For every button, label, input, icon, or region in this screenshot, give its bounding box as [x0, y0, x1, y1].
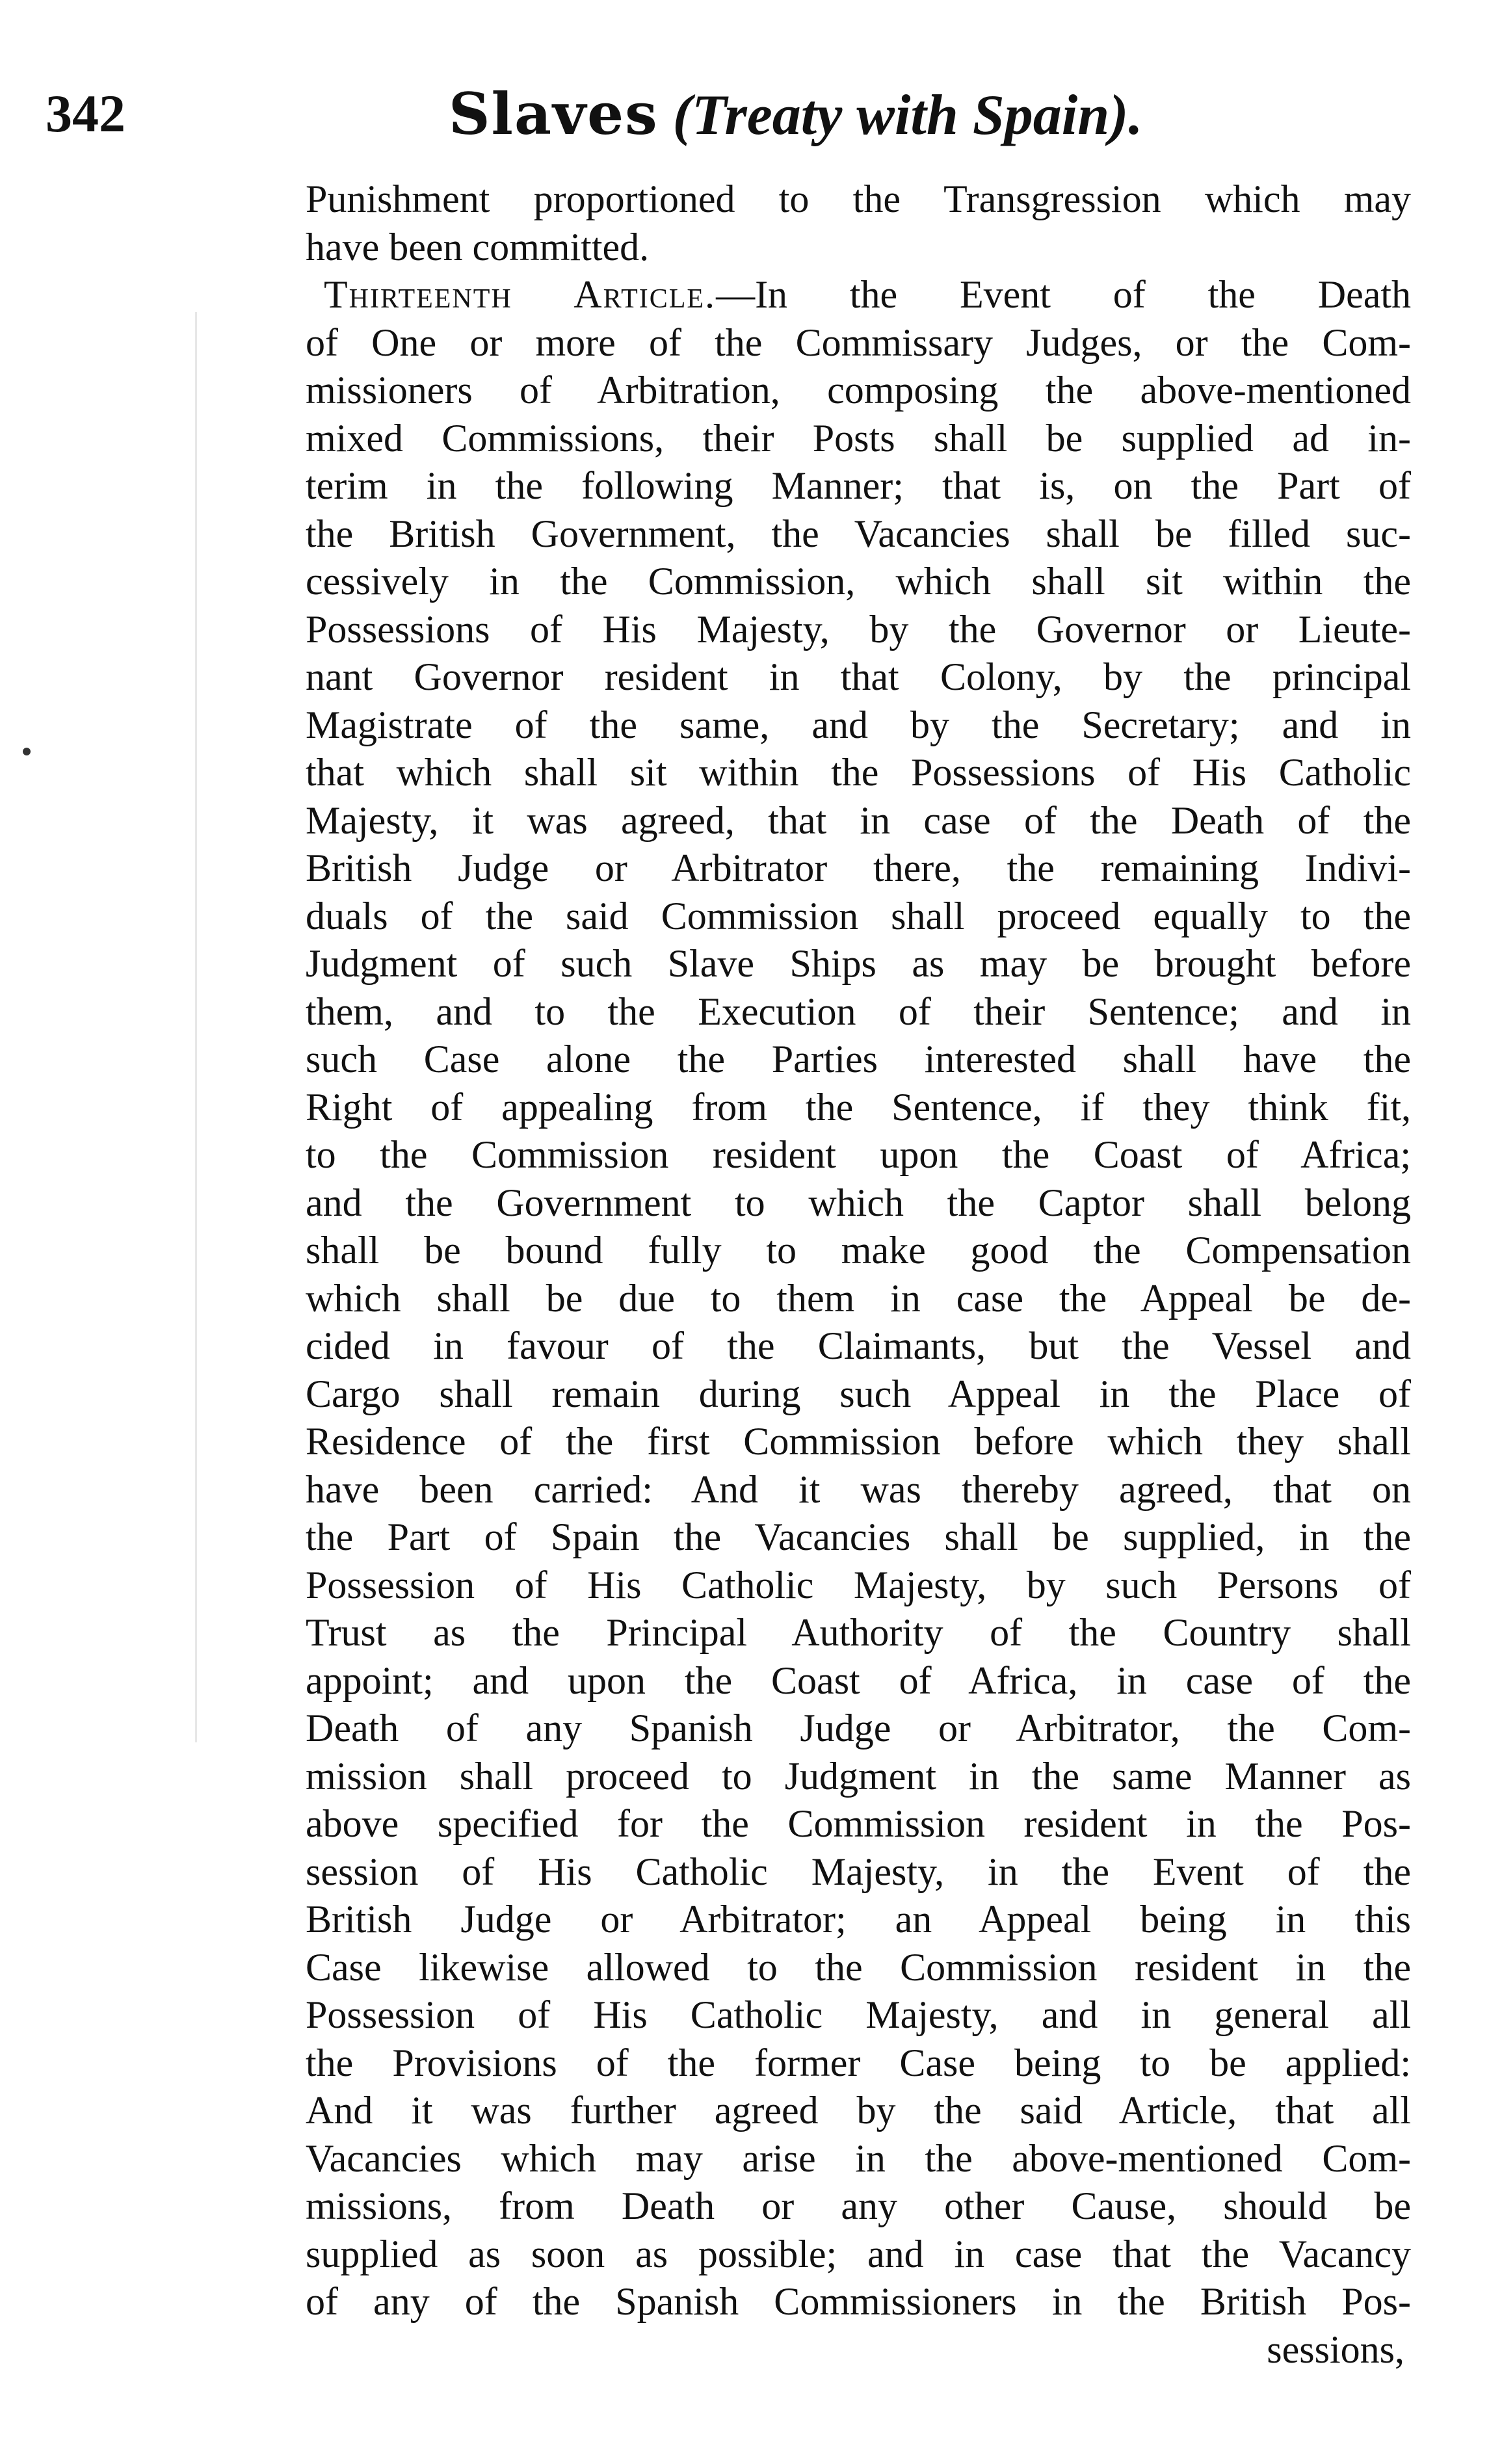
text-line — [306, 1418, 1411, 1466]
line-text: missions, from Death or any other Cause, should be — [306, 2184, 1411, 2227]
line-text: Vacancies which may arise in the above-mentioned Com- — [306, 2136, 1411, 2180]
line-text: cessively in the Commission, which shall sit within the — [306, 560, 1411, 603]
text-line — [306, 224, 1411, 272]
text-line — [306, 510, 1411, 558]
margin-annotation-line — [195, 312, 236, 1742]
line-text: the Part of Spain the Vacancies shall be supplied, in the — [306, 1515, 1411, 1558]
text-line — [306, 271, 1411, 319]
text-line — [306, 1514, 1411, 1562]
text-line — [306, 893, 1411, 941]
article-heading: Thirteenth Article. — [324, 273, 717, 316]
text-line — [306, 319, 1411, 367]
line-text: shall be bound fully to make good the Compensation — [306, 1229, 1411, 1272]
line-text: session of His Catholic Majesty, in the Event of the — [306, 1850, 1411, 1893]
line-text: Cargo shall remain during such Appeal in the Place of — [306, 1372, 1411, 1415]
text-line — [306, 1800, 1411, 1848]
margin-dot-mark — [23, 748, 31, 755]
line-text: mission shall proceed to Judgment in the same Manner as — [306, 1754, 1411, 1798]
text-line — [306, 2039, 1411, 2088]
line-text: mixed Commissions, their Posts shall be supplied ad in- — [306, 416, 1411, 460]
line-text: the British Government, the Vacancies shall be filled suc- — [306, 512, 1411, 555]
line-text: Punishment proportioned to the Transgression which may — [306, 177, 1411, 220]
text-line — [306, 1562, 1411, 1610]
line-text: Possession of His Catholic Majesty, by such Persons of — [306, 1563, 1411, 1606]
text-line — [306, 1179, 1411, 1227]
line-text: missioners of Arbitration, composing the above-mentioned — [306, 369, 1411, 412]
page-header — [46, 78, 1411, 163]
line-text: Case likewise allowed to the Commission resident in the — [306, 1945, 1411, 1989]
line-text: terim in the following Manner; that is, on the Part of — [306, 464, 1411, 507]
text-line — [306, 1896, 1411, 1944]
text-line — [306, 1084, 1411, 1132]
text-line — [306, 701, 1411, 750]
line-text: that which shall sit within the Possessions of His Catholic — [306, 751, 1411, 794]
text-line — [306, 1036, 1411, 1084]
line-text: Residence of the first Commission before which they shall — [306, 1420, 1411, 1463]
text-line — [306, 2087, 1411, 2135]
text-line — [306, 415, 1411, 463]
line-text: which shall be due to them in case the Appeal be de- — [306, 1276, 1411, 1320]
line-text: Possession of His Catholic Majesty, and in general all — [306, 1993, 1411, 2036]
line-text: Judgment of such Slave Ships as may be brought before — [306, 942, 1411, 985]
text-line — [306, 2182, 1411, 2231]
line-text: of any of the Spanish Commissioners in the British Pos- — [306, 2280, 1411, 2323]
text-line — [306, 845, 1411, 893]
line-text: such Case alone the Parties interested shall have the — [306, 1038, 1411, 1081]
text-line — [306, 2135, 1411, 2183]
line-text: and the Government to which the Captor shall belong — [306, 1181, 1411, 1224]
line-text: Majesty, it was agreed, that in case of the Death of the — [306, 798, 1411, 842]
page-number: 342 — [46, 84, 125, 143]
catchword: sessions, — [1267, 2327, 1404, 2371]
text-line — [306, 1609, 1411, 1657]
text-line — [306, 2231, 1411, 2279]
text-line — [306, 1657, 1411, 1705]
line-text: have been committed. — [306, 225, 650, 269]
text-line — [306, 367, 1411, 415]
text-line — [306, 1370, 1411, 1419]
body-text — [306, 176, 1411, 2374]
line-text: to the Commission resident upon the Coast of Africa; — [306, 1133, 1411, 1176]
text-line — [306, 1275, 1411, 1323]
text-line — [306, 1705, 1411, 1753]
text-line — [306, 1466, 1411, 1514]
line-text: supplied as soon as possible; and in case that the Vacancy — [306, 2232, 1411, 2275]
line-text: British Judge or Arbitrator there, the remaining Indivi- — [306, 846, 1411, 889]
text-line — [306, 176, 1411, 224]
line-text: Possessions of His Majesty, by the Governor or Lieute- — [306, 607, 1411, 651]
text-line — [306, 1848, 1411, 1896]
text-line — [306, 558, 1411, 606]
line-text: British Judge or Arbitrator; an Appeal being in this — [306, 1898, 1411, 1941]
text-line — [306, 1944, 1411, 1992]
text-line — [306, 606, 1411, 654]
line-text: duals of the said Commission shall proceed equally to the — [306, 894, 1411, 937]
line-text: above specified for the Commission resident in the Pos- — [306, 1802, 1411, 1845]
text-line — [306, 1131, 1411, 1179]
line-text: cided in favour of the Claimants, but the Vessel and — [306, 1324, 1411, 1367]
running-head-title: Slaves — [449, 80, 659, 148]
text-line — [306, 749, 1411, 797]
text-line — [306, 1753, 1411, 1801]
running-head — [449, 78, 1142, 151]
line-text: —In the Event of the Death — [716, 273, 1412, 316]
text-line — [306, 988, 1411, 1036]
line-text: have been carried: And it was thereby agreed, that on — [306, 1467, 1411, 1511]
line-text: Death of any Spanish Judge or Arbitrator, the Com- — [306, 1707, 1411, 1750]
line-text: of One or more of the Commissary Judges, or the Com- — [306, 321, 1411, 364]
text-line — [306, 2278, 1411, 2326]
text-line — [306, 1227, 1411, 1275]
line-text: Trust as the Principal Authority of the Country shall — [306, 1611, 1411, 1654]
line-text: appoint; and upon the Coast of Africa, in case of the — [306, 1658, 1411, 1702]
text-line — [306, 653, 1411, 701]
text-line — [306, 1322, 1411, 1370]
text-line — [306, 940, 1411, 988]
text-line — [306, 797, 1411, 845]
line-text: And it was further agreed by the said Article, that all — [306, 2089, 1411, 2132]
line-text: Right of appealing from the Sentence, if they think fit, — [306, 1085, 1411, 1129]
running-head-subtitle: (Treaty with Spain). — [672, 84, 1143, 147]
line-text: them, and to the Execution of their Sentence; and in — [306, 990, 1411, 1033]
line-text: the Provisions of the former Case being to be applied: — [306, 2041, 1411, 2084]
text-line — [306, 462, 1411, 510]
line-text: Magistrate of the same, and by the Secretary; and in — [306, 703, 1411, 746]
text-line — [306, 1991, 1411, 2039]
line-text: nant Governor resident in that Colony, by the principal — [306, 655, 1411, 698]
